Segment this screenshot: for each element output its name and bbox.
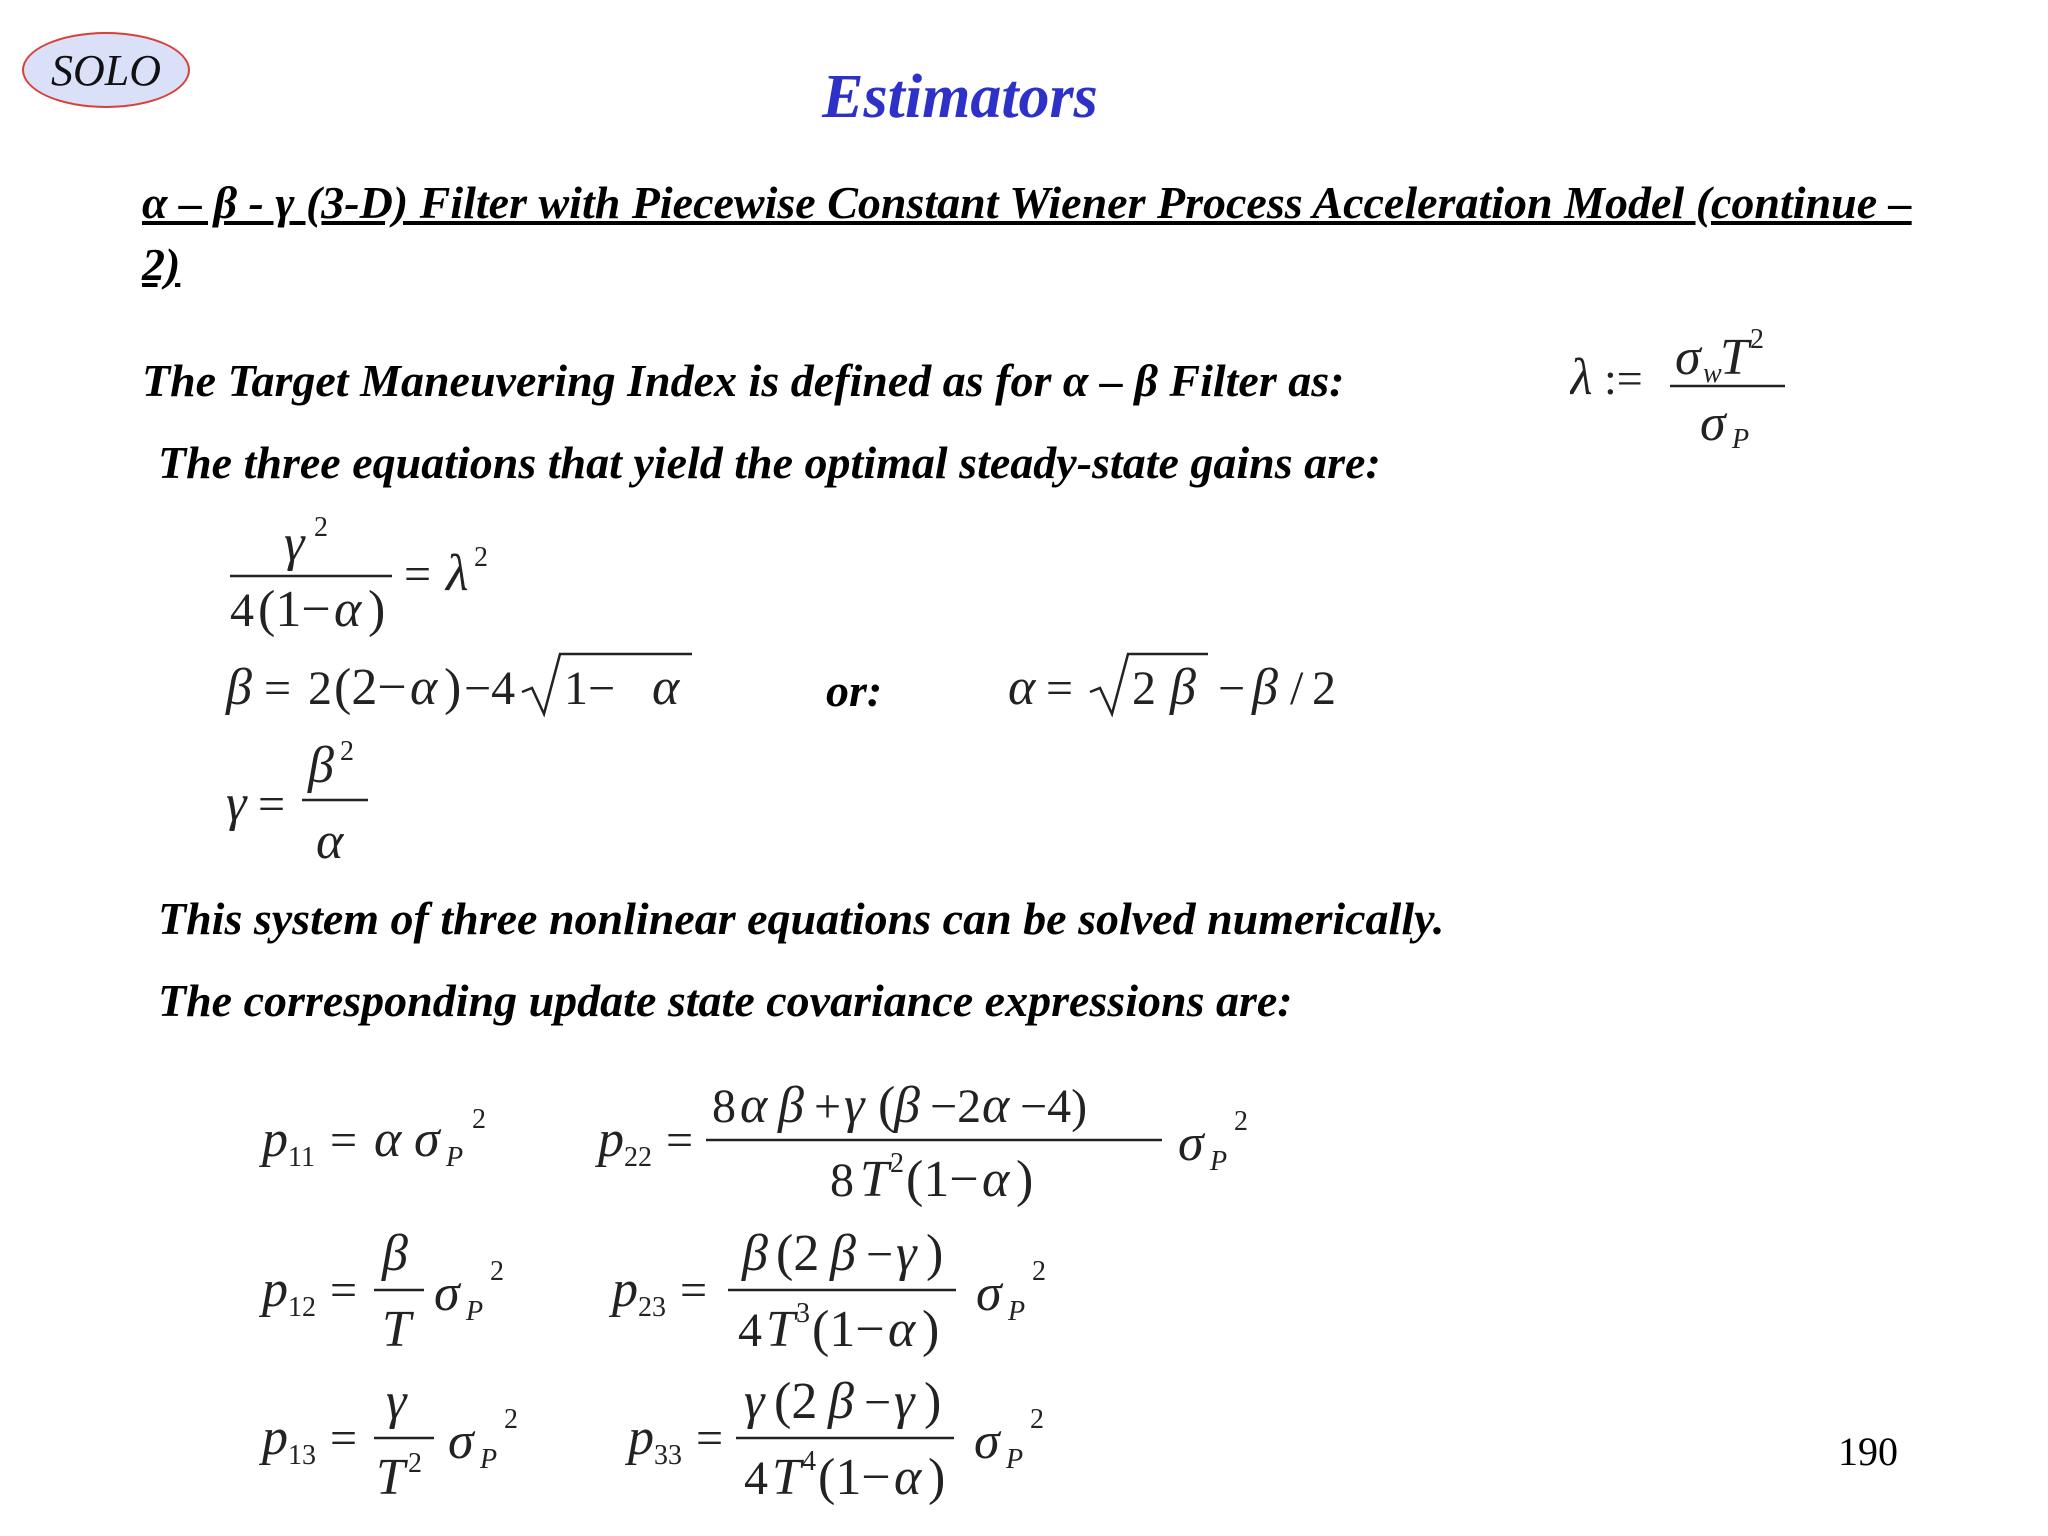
svg-text:β: β <box>382 1225 408 1282</box>
svg-text:β: β <box>742 1225 768 1282</box>
svg-text:α: α <box>374 1111 402 1168</box>
svg-text:γ: γ <box>894 1373 915 1430</box>
svg-text:2: 2 <box>308 662 332 715</box>
svg-text:13: 13 <box>288 1440 316 1471</box>
svg-text:β: β <box>778 1077 804 1134</box>
svg-text:P: P <box>480 1444 498 1475</box>
equation-p22 <box>594 1068 1274 1218</box>
svg-text:=: = <box>404 548 432 601</box>
svg-text:2: 2 <box>1750 324 1764 355</box>
svg-text:2: 2 <box>408 1448 422 1479</box>
maneuver-index-text: The Target Maneuvering Index is defined as for α – β Filter as: <box>142 355 1345 406</box>
equation-gamma-lambda <box>222 508 522 638</box>
svg-text:): ) <box>924 1373 942 1430</box>
svg-text:T: T <box>382 1301 411 1358</box>
svg-text:T: T <box>766 1301 795 1358</box>
svg-text:γ: γ <box>284 515 305 572</box>
svg-text:(1−: (1− <box>818 1449 891 1506</box>
svg-text:−: − <box>864 1376 892 1429</box>
svg-text:α: α <box>410 659 438 716</box>
svg-text:β: β <box>308 737 334 794</box>
svg-text:2: 2 <box>1312 662 1336 715</box>
svg-text:T: T <box>1720 329 1749 386</box>
svg-text:+: + <box>814 1080 842 1133</box>
svg-text:β: β <box>830 1225 856 1282</box>
solved-numerically-text: This system of three nonlinear equations can be solved numerically. <box>158 893 1445 944</box>
svg-text:β: β <box>1252 659 1278 716</box>
svg-text:σ: σ <box>434 1265 460 1322</box>
svg-text:2: 2 <box>314 512 328 543</box>
svg-text:(2−: (2− <box>334 659 407 716</box>
equation-p11 <box>258 1090 518 1190</box>
svg-text:): ) <box>922 1301 940 1358</box>
svg-text:4: 4 <box>744 1452 768 1505</box>
svg-text:β: β <box>894 1077 920 1134</box>
svg-text:σ: σ <box>974 1413 1000 1470</box>
svg-text:T: T <box>376 1449 405 1506</box>
svg-text:γ: γ <box>226 775 247 832</box>
svg-text:2: 2 <box>472 1104 486 1135</box>
svg-text:): ) <box>928 1449 946 1506</box>
svg-text:2: 2 <box>490 1256 504 1287</box>
svg-text:2: 2 <box>890 1148 904 1179</box>
slide-title: Estimators <box>822 63 1098 131</box>
svg-text:β: β <box>226 659 252 716</box>
svg-text:−4: −4 <box>464 662 516 715</box>
svg-text:−2: −2 <box>930 1080 982 1133</box>
svg-text:λ: λ <box>446 545 469 602</box>
lambda-equation <box>1570 310 1810 460</box>
svg-text:T: T <box>772 1449 801 1506</box>
svg-text:α: α <box>1008 659 1036 716</box>
svg-text:=: = <box>258 778 286 831</box>
svg-text:P: P <box>1210 1146 1228 1177</box>
svg-text:P: P <box>1008 1296 1026 1327</box>
svg-text:β: β <box>1170 659 1196 716</box>
svg-text:α: α <box>888 1301 916 1358</box>
svg-text:/: / <box>1290 662 1304 715</box>
svg-text:α: α <box>334 581 362 638</box>
or-label: or: <box>826 665 883 716</box>
svg-text:P: P <box>1732 424 1750 455</box>
svg-text:σ: σ <box>1178 1115 1204 1172</box>
page-number: 190 <box>1838 1429 1898 1474</box>
svg-text:α: α <box>652 659 680 716</box>
svg-text:p: p <box>262 1261 288 1318</box>
svg-text:4: 4 <box>230 584 254 637</box>
svg-text:σ: σ <box>414 1111 440 1168</box>
svg-text:−4): −4) <box>1020 1080 1088 1133</box>
svg-text:α: α <box>740 1077 768 1134</box>
svg-text:β: β <box>828 1373 854 1430</box>
svg-text:=: = <box>666 1114 694 1167</box>
svg-text:22: 22 <box>624 1142 652 1173</box>
svg-text:4: 4 <box>802 1446 816 1477</box>
equation-alpha <box>1004 648 1364 728</box>
svg-text:=: = <box>330 1412 358 1465</box>
svg-text:σ: σ <box>1675 329 1701 386</box>
equation-p12 <box>258 1218 538 1368</box>
svg-text:2: 2 <box>1234 1106 1248 1137</box>
svg-text:2: 2 <box>1030 1404 1044 1435</box>
svg-text:T: T <box>860 1151 889 1208</box>
slide-subtitle: α – β - γ (3-D) Filter with Piecewise Constant Wiener Process Acceleration Model (continue – 2) <box>142 177 1912 290</box>
svg-text:(1−: (1− <box>812 1301 885 1358</box>
svg-text:8: 8 <box>712 1080 736 1133</box>
svg-text:γ: γ <box>386 1373 407 1430</box>
svg-text:p: p <box>612 1261 638 1318</box>
svg-text:=: = <box>696 1412 724 1465</box>
svg-text:σ: σ <box>976 1265 1002 1322</box>
equation-beta <box>222 648 722 728</box>
svg-text:): ) <box>926 1225 944 1282</box>
svg-text::=: := <box>1604 353 1643 404</box>
svg-text:p: p <box>598 1111 624 1168</box>
svg-text:γ: γ <box>844 1077 865 1134</box>
svg-text:2: 2 <box>504 1404 518 1435</box>
svg-text:(2: (2 <box>776 1225 820 1282</box>
svg-text:−: − <box>1218 662 1246 715</box>
svg-text:p: p <box>628 1409 654 1466</box>
svg-text:): ) <box>444 659 462 716</box>
svg-text:2: 2 <box>340 736 354 767</box>
svg-text:σ: σ <box>448 1413 474 1470</box>
svg-text:11: 11 <box>288 1142 315 1173</box>
svg-text:=: = <box>330 1114 358 1167</box>
svg-text:P: P <box>1006 1444 1024 1475</box>
svg-text:w: w <box>1703 358 1722 389</box>
svg-text:): ) <box>1016 1151 1034 1208</box>
equation-gamma <box>222 730 402 870</box>
svg-text:p: p <box>262 1409 288 1466</box>
svg-text:λ: λ <box>1570 349 1593 406</box>
svg-text:): ) <box>368 581 386 638</box>
equation-p23 <box>608 1218 1088 1368</box>
svg-text:=: = <box>680 1264 708 1317</box>
equation-p13 <box>258 1366 538 1516</box>
svg-text:=: = <box>1046 662 1074 715</box>
svg-text:σ: σ <box>1700 395 1726 452</box>
svg-text:=: = <box>330 1264 358 1317</box>
svg-text:(: ( <box>878 1077 896 1134</box>
svg-text:2: 2 <box>474 542 488 573</box>
equation-p33 <box>624 1366 1084 1516</box>
svg-text:8: 8 <box>830 1154 854 1207</box>
svg-text:(2: (2 <box>774 1373 818 1430</box>
svg-text:γ: γ <box>896 1225 917 1282</box>
svg-text:−: − <box>866 1228 894 1281</box>
svg-text:(1−: (1− <box>258 581 331 638</box>
solo-badge-label: SOLO <box>50 45 162 95</box>
svg-text:P: P <box>466 1296 484 1327</box>
svg-text:γ: γ <box>744 1373 765 1430</box>
svg-text:=: = <box>264 662 292 715</box>
svg-text:33: 33 <box>654 1440 682 1471</box>
svg-text:P: P <box>446 1142 464 1173</box>
three-equations-text: The three equations that yield the optimal steady-state gains are: <box>158 437 1381 488</box>
svg-text:2: 2 <box>1032 1256 1046 1287</box>
svg-text:23: 23 <box>638 1292 666 1323</box>
svg-text:α: α <box>316 813 344 870</box>
svg-text:1−: 1− <box>564 662 616 715</box>
svg-text:12: 12 <box>288 1292 316 1323</box>
svg-text:α: α <box>982 1077 1010 1134</box>
svg-text:α: α <box>982 1151 1010 1208</box>
svg-text:2: 2 <box>1132 662 1156 715</box>
svg-text:α: α <box>894 1449 922 1506</box>
svg-text:3: 3 <box>796 1298 810 1329</box>
covariance-text: The corresponding update state covariance expressions are: <box>158 975 1293 1026</box>
svg-text:p: p <box>262 1111 288 1168</box>
svg-text:(1−: (1− <box>906 1151 979 1208</box>
svg-text:4: 4 <box>738 1304 762 1357</box>
